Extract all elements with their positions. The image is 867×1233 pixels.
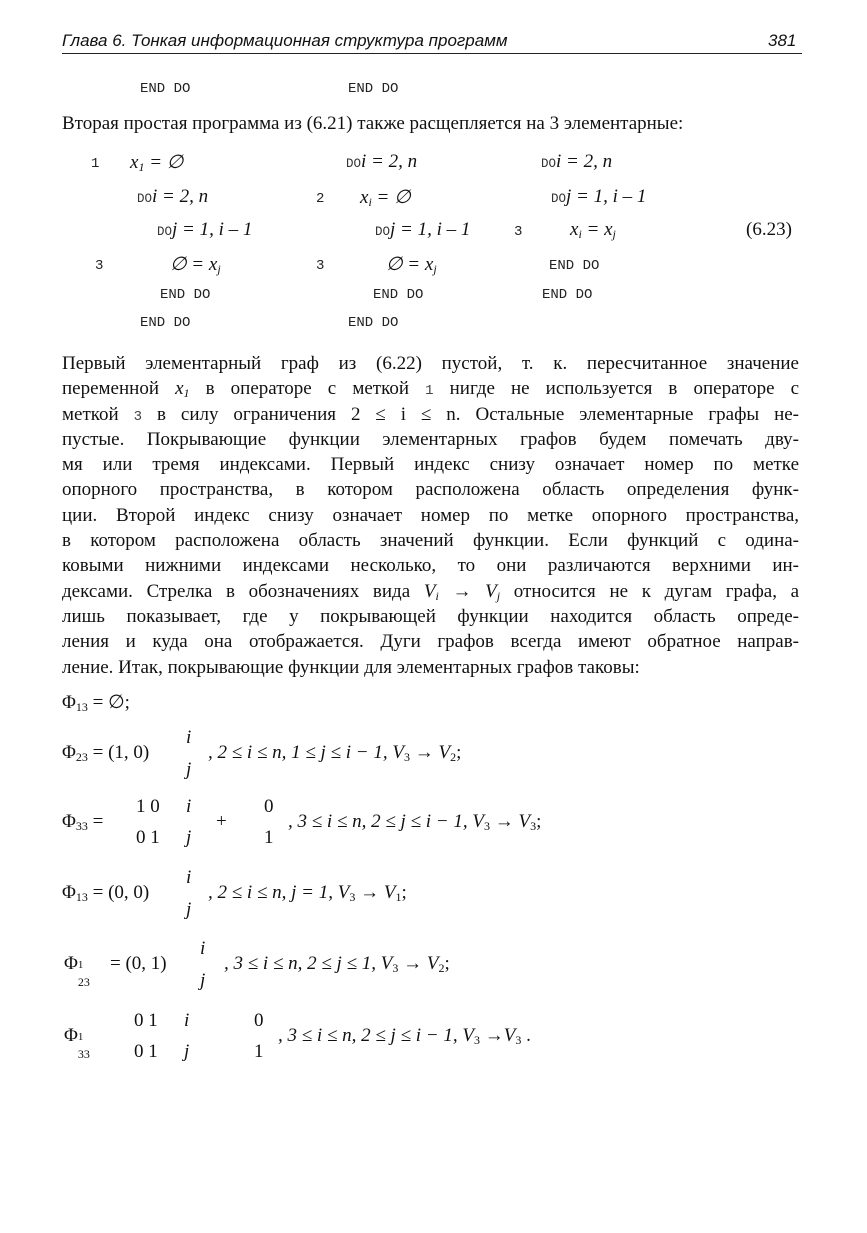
label-3a: 3 <box>95 258 104 274</box>
code-end-do-left: END DO <box>140 81 191 97</box>
end-do-2a: END DO <box>373 287 424 303</box>
para-line: ковыми нижними индексами несколько, то они различаются верхними ин- <box>62 555 799 577</box>
para-line: лишь показывает, где у покрывающей функции находится область опреде- <box>62 605 799 627</box>
para-line: Первый элементарный граф из (6.22) пустой, т. к. пересчитанное значение <box>62 353 799 374</box>
para-line: в котором расположена область значений функции. Если функций с одина- <box>62 530 799 552</box>
para-line: пустые. Покрывающие функции элементарных графов будем помечать дву- <box>62 428 799 450</box>
loop-do-i-1: DOi = 2, n <box>137 186 209 207</box>
stmt-empty-xj-2: ∅ = $x_j$ <box>386 254 437 276</box>
body-paragraph <box>62 351 799 680</box>
end-do-1a: END DO <box>160 287 211 303</box>
stmt-xi-empty: $x_i$ = ∅ <box>360 187 411 209</box>
header-rule <box>62 53 802 54</box>
end-do-3b: END DO <box>542 287 593 303</box>
para-line: мя или тремя индексами. Первый индекс снизу означает номер по метке <box>62 454 799 476</box>
stmt-x1-empty: $x_1$ = ∅ <box>130 152 184 174</box>
end-do-2b: END DO <box>348 315 399 331</box>
stmt-empty-xj-1: ∅ = $x_j$ <box>170 254 221 276</box>
intro-sentence: Вторая простая программа из (6.21) также расщепляется на 3 элементарные: <box>62 113 684 134</box>
para-line: ление. Итак, покрывающие функции для элементарных графов таковы: <box>62 656 640 678</box>
para-line: ции. Второй индекс снизу означает номер по метке опорного пространства, <box>62 504 799 526</box>
code-end-do-mid: END DO <box>348 81 399 97</box>
end-do-1b: END DO <box>140 315 191 331</box>
page-number: 381 <box>768 31 797 50</box>
label-3c: 3 <box>514 224 523 240</box>
loop-do-j-1: DOj = 1, i – 1 <box>157 219 253 240</box>
equation-number: (6.23) <box>746 219 792 240</box>
para-line: переменной $x_1$ в операторе с меткой 1 нигде не используется в операторе с <box>62 378 800 401</box>
end-do-3a: END DO <box>549 258 600 274</box>
loop-do-j-3: DOj = 1, i – 1 <box>551 186 647 207</box>
formula-phi13-empty: $\Phi_{13}$ = ∅; <box>62 692 130 714</box>
label-3b: 3 <box>316 258 325 274</box>
label-1: 1 <box>91 156 100 172</box>
label-2: 2 <box>316 191 325 207</box>
para-line: ления и куда она отображается. Дуги графов всегда имеют обратное направ- <box>62 631 799 653</box>
loop-do-i-3: DOi = 2, n <box>541 151 613 172</box>
para-line: опорного пространства, в котором расположена область определения функ- <box>62 479 799 501</box>
para-line: меткой 3 в силу ограничения 2 ≤ i ≤ n. Остальные элементарные графы не- <box>62 403 800 425</box>
loop-do-i-2: DOi = 2, n <box>346 151 418 172</box>
running-head-title: Глава 6. Тонкая информационная структура программ <box>62 31 508 50</box>
para-line: дексами. Стрелка в обозначениях вида $V_i \to V_j$ относится не к дугам графа, а <box>62 580 800 603</box>
loop-do-j-2: DOj = 1, i – 1 <box>375 219 471 240</box>
stmt-xi-xj: $x_i = x_j$ <box>570 219 616 241</box>
